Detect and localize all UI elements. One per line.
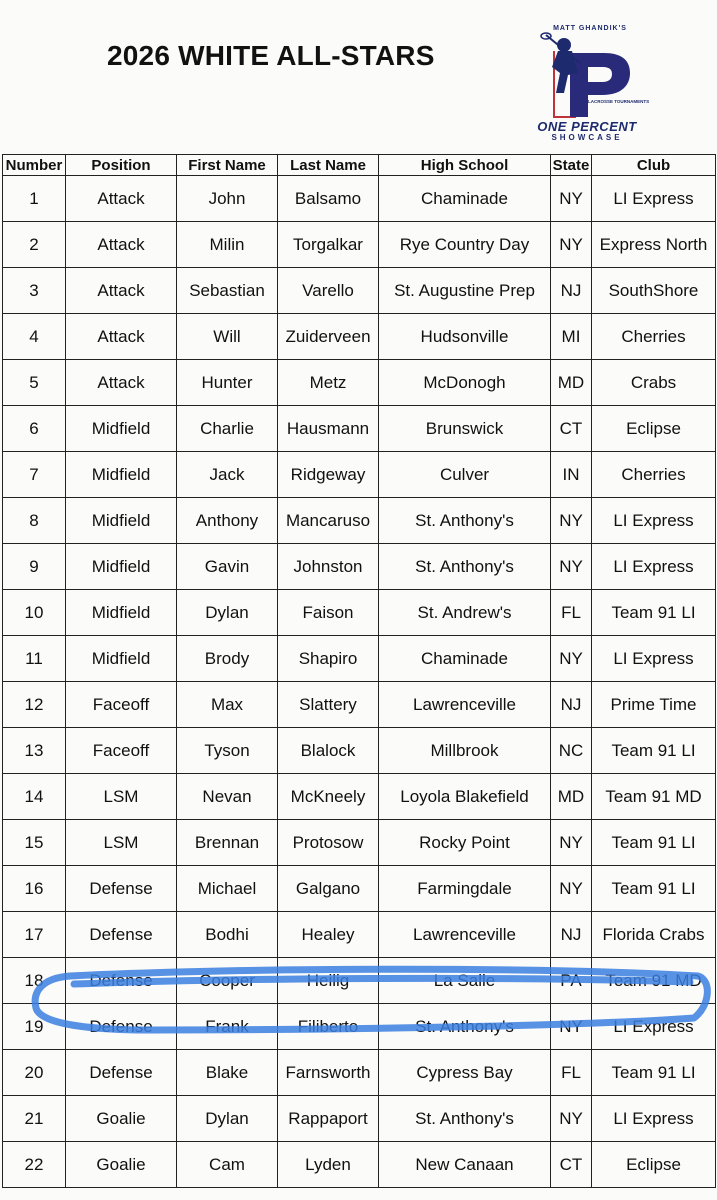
cell-last-name: Varello xyxy=(278,268,379,314)
cell-number: 2 xyxy=(3,222,66,268)
cell-position: Attack xyxy=(66,176,177,222)
col-state-header: State xyxy=(551,155,592,176)
cell-high-school: Brunswick xyxy=(379,406,551,452)
cell-club: Team 91 LI xyxy=(592,590,716,636)
cell-high-school: Culver xyxy=(379,452,551,498)
cell-state: CT xyxy=(551,406,592,452)
cell-number: 17 xyxy=(3,912,66,958)
cell-club: Cherries xyxy=(592,314,716,360)
cell-position: Midfield xyxy=(66,636,177,682)
cell-high-school: Lawrenceville xyxy=(379,682,551,728)
table-row xyxy=(3,268,716,314)
cell-state: NY xyxy=(551,820,592,866)
cell-position: Defense xyxy=(66,1004,177,1050)
cell-first-name: Anthony xyxy=(177,498,278,544)
cell-first-name: Will xyxy=(177,314,278,360)
cell-club: Eclipse xyxy=(592,406,716,452)
cell-state: NY xyxy=(551,1096,592,1142)
cell-last-name: Heilig xyxy=(278,958,379,1004)
table-row xyxy=(3,958,716,1004)
cell-state: FL xyxy=(551,590,592,636)
table-row xyxy=(3,406,716,452)
cell-first-name: Sebastian xyxy=(177,268,278,314)
cell-high-school: McDonogh xyxy=(379,360,551,406)
cell-club: Team 91 LI xyxy=(592,728,716,774)
cell-first-name: Hunter xyxy=(177,360,278,406)
logo-sub-text: SHOWCASE xyxy=(551,133,623,142)
cell-state: NJ xyxy=(551,682,592,728)
cell-first-name: Milin xyxy=(177,222,278,268)
cell-last-name: McKneely xyxy=(278,774,379,820)
cell-club: Prime Time xyxy=(592,682,716,728)
cell-state: NY xyxy=(551,544,592,590)
cell-position: Defense xyxy=(66,866,177,912)
col-position-header: Position xyxy=(66,155,177,176)
roster-body xyxy=(3,176,716,1188)
cell-last-name: Lyden xyxy=(278,1142,379,1188)
cell-state: MD xyxy=(551,360,592,406)
cell-first-name: Cam xyxy=(177,1142,278,1188)
cell-number: 9 xyxy=(3,544,66,590)
cell-last-name: Shapiro xyxy=(278,636,379,682)
cell-club: LI Express xyxy=(592,498,716,544)
cell-position: Midfield xyxy=(66,452,177,498)
showcase-logo xyxy=(512,25,662,147)
cell-club: LI Express xyxy=(592,1004,716,1050)
cell-position: Attack xyxy=(66,222,177,268)
cell-last-name: Rappaport xyxy=(278,1096,379,1142)
cell-club: Team 91 MD xyxy=(592,958,716,1004)
cell-first-name: Charlie xyxy=(177,406,278,452)
table-header-row xyxy=(3,155,716,176)
cell-position: Midfield xyxy=(66,544,177,590)
cell-number: 7 xyxy=(3,452,66,498)
cell-high-school: Rye Country Day xyxy=(379,222,551,268)
cell-position: Defense xyxy=(66,912,177,958)
cell-position: Faceoff xyxy=(66,682,177,728)
table-row xyxy=(3,912,716,958)
table-row xyxy=(3,1004,716,1050)
cell-position: Midfield xyxy=(66,590,177,636)
cell-number: 1 xyxy=(3,176,66,222)
table-row xyxy=(3,820,716,866)
cell-state: NY xyxy=(551,222,592,268)
table-row xyxy=(3,1142,716,1188)
cell-last-name: Slattery xyxy=(278,682,379,728)
col-number-header: Number xyxy=(3,155,66,176)
cell-high-school: Loyola Blakefield xyxy=(379,774,551,820)
cell-state: CT xyxy=(551,1142,592,1188)
cell-position: Midfield xyxy=(66,498,177,544)
table-row xyxy=(3,636,716,682)
cell-position: Attack xyxy=(66,314,177,360)
cell-state: FL xyxy=(551,1050,592,1096)
table-row xyxy=(3,314,716,360)
cell-number: 4 xyxy=(3,314,66,360)
cell-club: Crabs xyxy=(592,360,716,406)
cell-club: Cherries xyxy=(592,452,716,498)
cell-state: NJ xyxy=(551,912,592,958)
table-row xyxy=(3,1096,716,1142)
table-row xyxy=(3,176,716,222)
cell-first-name: Brennan xyxy=(177,820,278,866)
cell-last-name: Zuiderveen xyxy=(278,314,379,360)
cell-high-school: Lawrenceville xyxy=(379,912,551,958)
cell-last-name: Johnston xyxy=(278,544,379,590)
cell-club: Team 91 LI xyxy=(592,866,716,912)
table-row xyxy=(3,544,716,590)
table-row xyxy=(3,728,716,774)
cell-state: NJ xyxy=(551,268,592,314)
logo-brand-text: ONE PERCENT xyxy=(537,119,637,134)
table-row xyxy=(3,1050,716,1096)
cell-number: 22 xyxy=(3,1142,66,1188)
cell-position: Attack xyxy=(66,360,177,406)
table-row xyxy=(3,498,716,544)
col-last-name-header: Last Name xyxy=(278,155,379,176)
cell-club: Express North xyxy=(592,222,716,268)
table-row xyxy=(3,222,716,268)
cell-position: Goalie xyxy=(66,1096,177,1142)
cell-club: LI Express xyxy=(592,636,716,682)
cell-club: LI Express xyxy=(592,544,716,590)
cell-high-school: St. Augustine Prep xyxy=(379,268,551,314)
cell-first-name: Bodhi xyxy=(177,912,278,958)
cell-high-school: Rocky Point xyxy=(379,820,551,866)
cell-state: NY xyxy=(551,866,592,912)
cell-number: 19 xyxy=(3,1004,66,1050)
cell-last-name: Protosow xyxy=(278,820,379,866)
cell-number: 13 xyxy=(3,728,66,774)
logo-badge-text: LACROSSE TOURNAMENTS xyxy=(588,99,650,104)
cell-last-name: Farnsworth xyxy=(278,1050,379,1096)
col-first-name-header: First Name xyxy=(177,155,278,176)
cell-high-school: St. Andrew's xyxy=(379,590,551,636)
cell-club: LI Express xyxy=(592,1096,716,1142)
cell-number: 15 xyxy=(3,820,66,866)
cell-number: 8 xyxy=(3,498,66,544)
cell-club: Team 91 MD xyxy=(592,774,716,820)
cell-number: 16 xyxy=(3,866,66,912)
cell-high-school: Millbrook xyxy=(379,728,551,774)
cell-position: Defense xyxy=(66,958,177,1004)
cell-first-name: Dylan xyxy=(177,1096,278,1142)
cell-club: LI Express xyxy=(592,176,716,222)
cell-number: 3 xyxy=(3,268,66,314)
col-club-header: Club xyxy=(592,155,716,176)
cell-state: MI xyxy=(551,314,592,360)
table-row xyxy=(3,360,716,406)
cell-number: 12 xyxy=(3,682,66,728)
cell-high-school: La Salle xyxy=(379,958,551,1004)
cell-first-name: Jack xyxy=(177,452,278,498)
cell-position: Defense xyxy=(66,1050,177,1096)
cell-last-name: Faison xyxy=(278,590,379,636)
cell-last-name: Galgano xyxy=(278,866,379,912)
cell-state: NC xyxy=(551,728,592,774)
cell-high-school: Farmingdale xyxy=(379,866,551,912)
cell-state: NY xyxy=(551,636,592,682)
cell-position: Attack xyxy=(66,268,177,314)
cell-number: 6 xyxy=(3,406,66,452)
table-row xyxy=(3,774,716,820)
cell-last-name: Healey xyxy=(278,912,379,958)
cell-first-name: Nevan xyxy=(177,774,278,820)
cell-position: Midfield xyxy=(66,406,177,452)
table-row xyxy=(3,682,716,728)
table-row xyxy=(3,866,716,912)
cell-high-school: St. Anthony's xyxy=(379,1004,551,1050)
cell-high-school: St. Anthony's xyxy=(379,1096,551,1142)
roster-table xyxy=(2,154,716,1188)
cell-state: PA xyxy=(551,958,592,1004)
cell-state: MD xyxy=(551,774,592,820)
cell-club: Team 91 LI xyxy=(592,1050,716,1096)
cell-last-name: Balsamo xyxy=(278,176,379,222)
page-title: 2026 WHITE ALL-STARS xyxy=(107,40,435,71)
cell-state: NY xyxy=(551,498,592,544)
cell-club: Florida Crabs xyxy=(592,912,716,958)
cell-position: LSM xyxy=(66,820,177,866)
table-row xyxy=(3,452,716,498)
cell-last-name: Torgalkar xyxy=(278,222,379,268)
cell-first-name: Blake xyxy=(177,1050,278,1096)
cell-last-name: Ridgeway xyxy=(278,452,379,498)
table-row xyxy=(3,590,716,636)
cell-first-name: Brody xyxy=(177,636,278,682)
cell-number: 10 xyxy=(3,590,66,636)
cell-club: Team 91 LI xyxy=(592,820,716,866)
cell-number: 14 xyxy=(3,774,66,820)
cell-high-school: New Canaan xyxy=(379,1142,551,1188)
cell-number: 20 xyxy=(3,1050,66,1096)
logo-top-text: MATT GHANDIK'S xyxy=(553,25,627,32)
cell-club: SouthShore xyxy=(592,268,716,314)
cell-high-school: St. Anthony's xyxy=(379,544,551,590)
cell-position: Goalie xyxy=(66,1142,177,1188)
cell-high-school: Chaminade xyxy=(379,176,551,222)
cell-first-name: Michael xyxy=(177,866,278,912)
col-high-school-header: High School xyxy=(379,155,551,176)
cell-state: NY xyxy=(551,1004,592,1050)
cell-high-school: St. Anthony's xyxy=(379,498,551,544)
cell-number: 5 xyxy=(3,360,66,406)
cell-first-name: Frank xyxy=(177,1004,278,1050)
cell-high-school: Cypress Bay xyxy=(379,1050,551,1096)
cell-first-name: John xyxy=(177,176,278,222)
cell-club: Eclipse xyxy=(592,1142,716,1188)
cell-first-name: Gavin xyxy=(177,544,278,590)
cell-high-school: Hudsonville xyxy=(379,314,551,360)
cell-position: LSM xyxy=(66,774,177,820)
cell-position: Faceoff xyxy=(66,728,177,774)
cell-last-name: Blalock xyxy=(278,728,379,774)
cell-first-name: Dylan xyxy=(177,590,278,636)
cell-last-name: Mancaruso xyxy=(278,498,379,544)
cell-first-name: Cooper xyxy=(177,958,278,1004)
cell-number: 11 xyxy=(3,636,66,682)
lacrosse-player-logo-icon xyxy=(540,33,650,121)
cell-last-name: Hausmann xyxy=(278,406,379,452)
cell-last-name: Metz xyxy=(278,360,379,406)
cell-state: IN xyxy=(551,452,592,498)
cell-last-name: Filiberto xyxy=(278,1004,379,1050)
cell-state: NY xyxy=(551,176,592,222)
cell-number: 21 xyxy=(3,1096,66,1142)
cell-first-name: Tyson xyxy=(177,728,278,774)
cell-first-name: Max xyxy=(177,682,278,728)
cell-number: 18 xyxy=(3,958,66,1004)
cell-high-school: Chaminade xyxy=(379,636,551,682)
